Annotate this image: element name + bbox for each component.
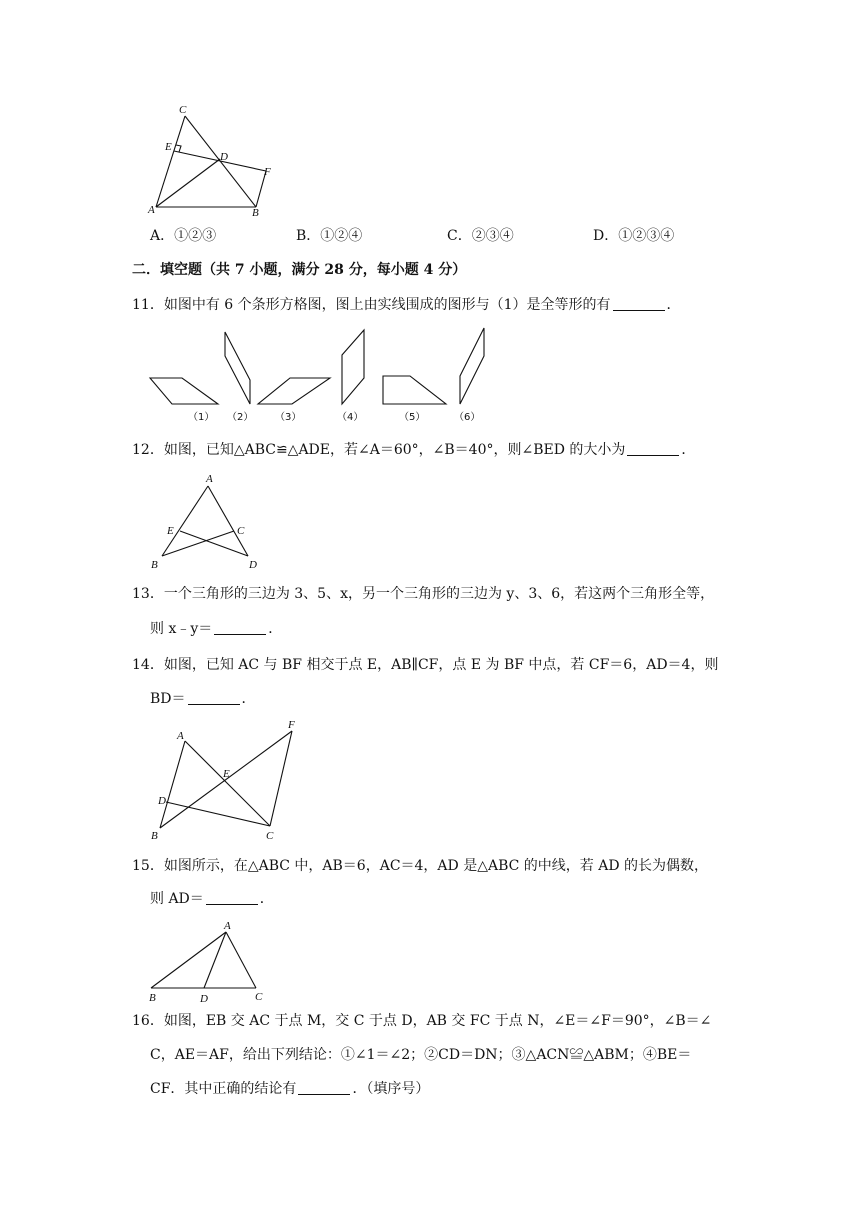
q11-label-1: （1）	[188, 412, 215, 423]
q10-label-a: A	[148, 204, 155, 216]
q13-line-1: 13．一个三角形的三边为 3、5、x，另一个三角形的三边为 y、3、6，若这两个三角形全等，	[132, 586, 715, 602]
q14-line-1: 14．如图，已知 AC 与 BF 相交于点 E，AB∥CF，点 E 为 BF 中点，若 CF＝6，AD＝4，则	[132, 657, 719, 673]
q11-figure	[140, 320, 500, 430]
q11-label-6: （6）	[454, 412, 481, 423]
q14-line-2: BD＝ ．	[150, 691, 256, 707]
q12-label-b: B	[151, 559, 158, 571]
q15-line-1: 15．如图所示，在△ABC 中，AB＝6，AC＝4，AD 是△ABC 的中线，若 AD 的长为偶数，	[132, 858, 709, 874]
q12-label-c: C	[237, 525, 245, 537]
q11-label-4: （4）	[337, 412, 364, 423]
q11-label-5: （5）	[399, 412, 426, 423]
q15-label-c: C	[255, 991, 263, 1003]
q15-label-d: D	[200, 993, 208, 1005]
q10-option-c: C．②③④	[447, 228, 514, 244]
q13-answer-blank	[214, 620, 266, 635]
q13-line-2: 则 x﹣y＝ ．	[150, 621, 283, 637]
q12-answer-blank	[627, 441, 679, 456]
q11-answer-blank	[613, 296, 665, 311]
q10-label-b: B	[252, 207, 259, 219]
q15-label-a: A	[224, 920, 231, 932]
q16-line-3: CF．其中正确的结论有 ．（填序号）	[150, 1081, 430, 1097]
q15-answer-blank	[206, 890, 258, 905]
q10-option-d: D．①②③④	[593, 228, 675, 244]
q16-answer-blank	[298, 1080, 350, 1095]
q15-figure	[140, 916, 280, 1006]
q14-answer-blank	[188, 690, 240, 705]
q10-label-c: C	[179, 104, 187, 116]
q12-label-e: E	[167, 525, 174, 537]
section-title: 二．填空题（共 7 小题，满分 28 分，每小题 4 分）	[132, 262, 467, 278]
q14-figure	[140, 716, 310, 844]
q10-label-d: D	[220, 151, 228, 163]
q14-label-f: F	[288, 719, 295, 731]
q10-option-b: B．①②④	[296, 228, 363, 244]
q12-figure	[140, 468, 280, 573]
q12-text: 12．如图，已知△ABC≌△ADE，若∠A＝60°，∠B＝40°，则∠BED 的大小为 ．	[132, 442, 696, 458]
q12-label-a: A	[206, 473, 213, 485]
q14-label-c: C	[266, 830, 274, 842]
q10-label-f: F	[264, 166, 271, 178]
q10-label-e: E	[165, 141, 172, 153]
q14-label-e: E	[223, 768, 230, 780]
q16-line-2: C，AE＝AF，给出下列结论：①∠1＝∠2；②CD＝DN；③△ACN≌△ABM；④BE＝	[150, 1047, 692, 1063]
q14-label-a: A	[177, 730, 184, 742]
q10-figure	[140, 100, 280, 220]
q15-label-b: B	[149, 992, 156, 1004]
q10-option-a: A．①②③	[150, 228, 217, 244]
q14-label-d: D	[158, 795, 166, 807]
q11-label-3: （3）	[275, 412, 302, 423]
q14-label-b: B	[151, 830, 158, 842]
q16-line-1: 16．如图，EB 交 AC 于点 M，交 C 于点 D，AB 交 FC 于点 N，∠E＝∠F＝90°，∠B＝∠	[132, 1013, 712, 1029]
q11-label-2: （2）	[227, 412, 254, 423]
q11-text: 11．如图中有 6 个条形方格图，图上由实线围成的图形与（1）是全等形的有 ．	[132, 297, 681, 313]
q12-label-d: D	[249, 559, 257, 571]
q15-line-2: 则 AD＝ ．	[150, 891, 274, 907]
